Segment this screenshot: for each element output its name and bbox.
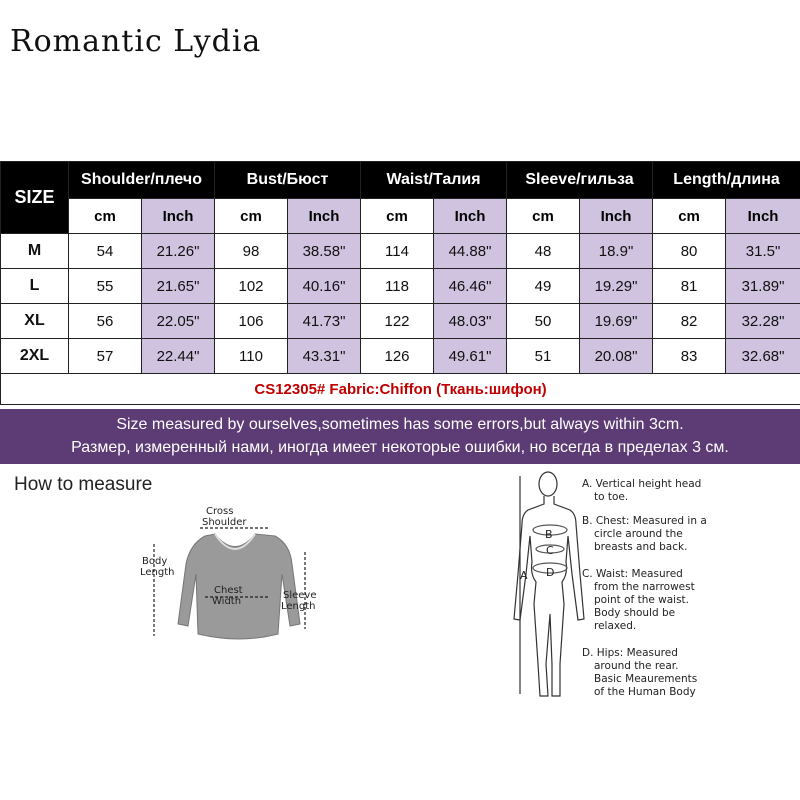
value-cell: 41.73": [288, 304, 361, 339]
value-cell: 114: [361, 234, 434, 269]
value-cell: 38.58": [288, 234, 361, 269]
table-row: [1, 304, 800, 339]
value-cell: 19.69": [580, 304, 653, 339]
note-line: breasts and back.: [594, 541, 688, 553]
value-cell: 49.61": [434, 339, 507, 374]
header-bust: Bust/Бюст: [215, 162, 361, 199]
letter-d: D: [546, 566, 555, 579]
body-length-label: Length: [140, 567, 175, 578]
note-line: relaxed.: [594, 620, 637, 632]
size-cell: XL: [1, 304, 69, 339]
note-c: [582, 568, 695, 633]
unit-cm: cm: [653, 199, 726, 234]
note-line: point of the waist.: [594, 594, 690, 606]
value-cell: 21.65": [142, 269, 215, 304]
value-cell: 43.31": [288, 339, 361, 374]
value-cell: 20.08": [580, 339, 653, 374]
disclaimer-english: Size measured by ourselves,sometimes has some errors,but always within 3cm.: [116, 416, 684, 433]
letter-c: C: [546, 544, 554, 557]
disclaimer-russian: Размер, измеренный нами, иногда имеет некоторые ошибки, но всегда в пределах 3 см.: [71, 439, 729, 456]
measurement-disclaimer-banner: [0, 409, 800, 464]
size-chart-table: [0, 161, 800, 405]
table-row: [1, 269, 800, 304]
value-cell: 40.16": [288, 269, 361, 304]
value-cell: 18.9": [580, 234, 653, 269]
value-cell: 48: [507, 234, 580, 269]
letter-a: A: [520, 569, 528, 582]
note-line: around the rear.: [594, 660, 679, 672]
size-cell: L: [1, 269, 69, 304]
value-cell: 31.5": [726, 234, 800, 269]
header-sleeve: Sleeve/гильза: [507, 162, 653, 199]
value-cell: 56: [69, 304, 142, 339]
letter-b: B: [545, 528, 553, 541]
note-line: C. Waist: Measured: [582, 568, 683, 580]
note-a: [582, 478, 701, 504]
how-to-measure-title: How to measure: [14, 474, 153, 495]
value-cell: 54: [69, 234, 142, 269]
sleeve-length-label: Length: [281, 601, 316, 612]
chest-width-label: Chest: [214, 585, 243, 596]
note-line: to toe.: [594, 491, 629, 503]
unit-cm: cm: [215, 199, 288, 234]
note-line: B. Chest: Measured in a: [582, 515, 707, 527]
body-letters: [520, 528, 554, 582]
unit-inch: Inch: [726, 199, 800, 234]
unit-cm: cm: [507, 199, 580, 234]
size-cell: M: [1, 234, 69, 269]
value-cell: 22.44": [142, 339, 215, 374]
unit-cm: cm: [69, 199, 142, 234]
body-head: [539, 472, 557, 496]
value-cell: 31.89": [726, 269, 800, 304]
value-cell: 19.29": [580, 269, 653, 304]
note-b: [582, 515, 707, 554]
value-cell: 80: [653, 234, 726, 269]
value-cell: 83: [653, 339, 726, 374]
body-outline: [514, 496, 584, 696]
value-cell: 102: [215, 269, 288, 304]
value-cell: 118: [361, 269, 434, 304]
value-cell: 57: [69, 339, 142, 374]
note-line: Body should be: [594, 607, 676, 619]
size-column-header: SIZE: [1, 162, 69, 234]
size-cell: 2XL: [1, 339, 69, 374]
value-cell: 50: [507, 304, 580, 339]
value-cell: 122: [361, 304, 434, 339]
value-cell: 46.46": [434, 269, 507, 304]
note-line: A. Vertical height head: [582, 478, 702, 490]
value-cell: 32.68": [726, 339, 800, 374]
unit-inch: Inch: [288, 199, 361, 234]
value-cell: 44.88": [434, 234, 507, 269]
note-line: from the narrowest: [594, 581, 695, 593]
table-row: [1, 234, 800, 269]
unit-cm: cm: [361, 199, 434, 234]
value-cell: 106: [215, 304, 288, 339]
value-cell: 49: [507, 269, 580, 304]
value-cell: 126: [361, 339, 434, 374]
value-cell: 51: [507, 339, 580, 374]
sleeve-length-label: Sleeve: [283, 590, 317, 601]
value-cell: 32.28": [726, 304, 800, 339]
table-row: [1, 339, 800, 374]
note-line: D. Hips: Measured: [582, 647, 678, 659]
value-cell: 48.03": [434, 304, 507, 339]
note-line: of the Human Body: [594, 686, 696, 698]
chest-width-label: Width: [212, 596, 242, 607]
value-cell: 82: [653, 304, 726, 339]
cross-shoulder-label: Shoulder: [202, 517, 247, 528]
note-line: Basic Meaurements: [594, 673, 698, 685]
header-length: Length/длина: [653, 162, 800, 199]
body-diagram: [514, 472, 584, 696]
fabric-note: CS12305# Fabric:Chiffon (Ткань:шифон): [1, 374, 800, 405]
unit-inch: Inch: [434, 199, 507, 234]
value-cell: 55: [69, 269, 142, 304]
unit-inch: Inch: [580, 199, 653, 234]
value-cell: 81: [653, 269, 726, 304]
value-cell: 21.26": [142, 234, 215, 269]
body-length-label: Body: [142, 556, 168, 567]
fabric-row: [1, 374, 800, 405]
value-cell: 110: [215, 339, 288, 374]
header-waist: Waist/Талия: [361, 162, 507, 199]
brand-logo: Romantic Lydia: [10, 24, 262, 59]
unit-inch: Inch: [142, 199, 215, 234]
header-shoulder: Shoulder/плечо: [69, 162, 215, 199]
value-cell: 98: [215, 234, 288, 269]
note-d: [582, 647, 697, 699]
note-line: circle around the: [594, 528, 683, 540]
value-cell: 22.05": [142, 304, 215, 339]
cross-shoulder-label: Cross: [206, 506, 234, 517]
